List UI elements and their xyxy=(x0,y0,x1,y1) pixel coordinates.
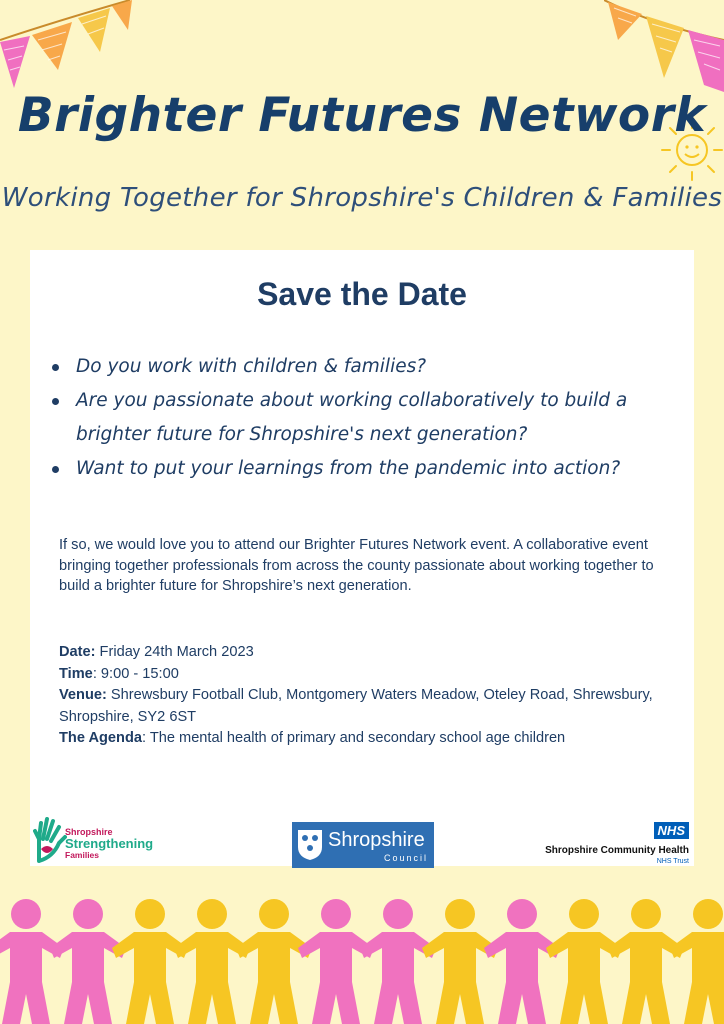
shropshire-strengthening-families-logo: Shropshire Strengthening Families xyxy=(33,815,168,865)
agenda-row: The Agenda: The mental health of primary and secondary school age children xyxy=(59,730,566,746)
crest-icon xyxy=(297,829,323,861)
date-row: Date: Friday 24th March 2023 xyxy=(59,644,254,660)
paper-person-icon xyxy=(484,899,560,1024)
intro-paragraph: If so, we would love you to attend our Brighter Futures Network event. A collaborative event bringing together professionals from across the county passionate about working together to build a brighter future for Shropshire’s next generation. xyxy=(59,537,654,594)
paper-chain-people xyxy=(0,890,724,1024)
paper-person-icon xyxy=(546,899,622,1024)
shropshire-council-logo: Shropshire Council xyxy=(292,822,434,868)
bunting-right xyxy=(604,0,724,100)
save-the-date-heading: Save the Date xyxy=(257,276,467,312)
bullet-icon xyxy=(52,398,59,405)
paper-person-icon xyxy=(0,899,64,1024)
bullet-icon xyxy=(52,466,59,473)
time-row: Time: 9:00 - 15:00 xyxy=(59,665,179,682)
paper-person-icon xyxy=(174,899,250,1024)
paper-person-icon xyxy=(360,899,436,1024)
page-subtitle: Working Together for Shropshire's Children & Families xyxy=(1,183,723,213)
nhs-logo: NHS Shropshire Community Health NHS Trust xyxy=(545,823,689,865)
paper-person-icon xyxy=(422,899,498,1024)
venue-row: Venue: Shrewsbury Football Club, Montgomery Waters Meadow, Oteley Road, Shrewsbury, Shropshire, SY2 6ST xyxy=(59,687,653,725)
event-details xyxy=(59,642,669,750)
bunting-left xyxy=(0,0,140,90)
question-list xyxy=(52,350,672,486)
bullet-icon xyxy=(52,364,59,371)
paper-person-icon xyxy=(50,899,126,1024)
list-item: Do you work with children & families? xyxy=(52,350,672,384)
hand-icon xyxy=(33,817,67,863)
nhs-badge: NHS xyxy=(654,822,689,839)
paper-person-icon xyxy=(298,899,374,1024)
paper-person-icon xyxy=(670,899,724,1024)
paper-person-icon xyxy=(112,899,188,1024)
page-title: Brighter Futures Network xyxy=(17,88,707,143)
list-item: Want to put your learnings from the pandemic into action? xyxy=(52,452,672,486)
paper-person-icon xyxy=(608,899,684,1024)
list-item: Are you passionate about working collaboratively to build a brighter future for Shropshire's next generation? xyxy=(52,384,672,452)
paper-person-icon xyxy=(236,899,312,1024)
